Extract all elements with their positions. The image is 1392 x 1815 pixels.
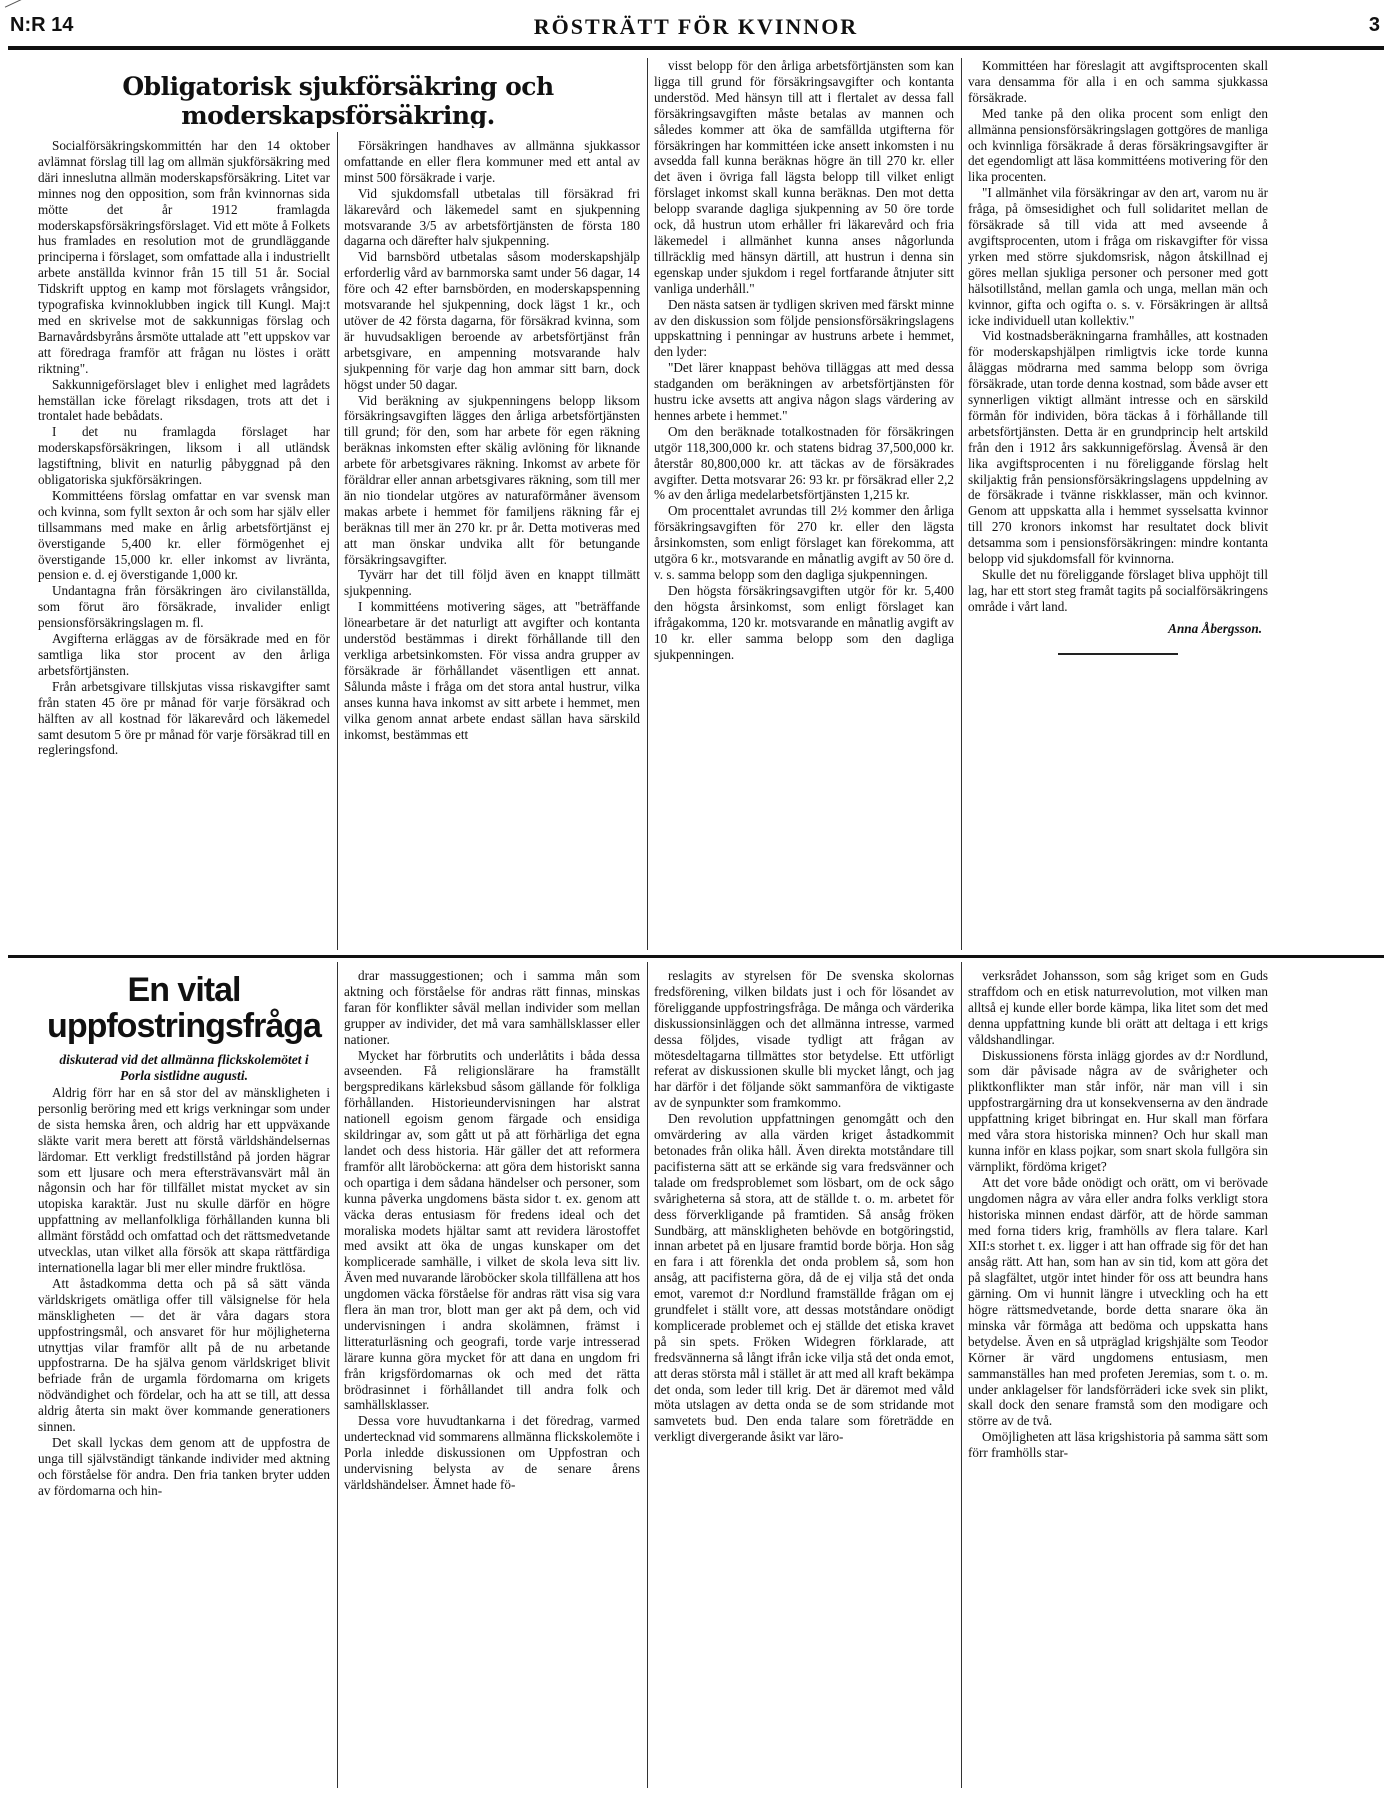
paragraph: reslagits av styrelsen för De svenska skolornas fredsförening, vilken bildats just i och för lösandet av föreliggande uppfostringsfråga. De många och värderika diskussionsinläggen och det allmänna intresse, varmed dessa följdes, visade tydligt att frågan av mötesdeltagarna tillmättes stor betydelse. Ett utförligt referat av diskussionen skulle bli mycket långt, och jag har därför i det följande sökt sammanföra de viktigaste av de synpunkter som framkommo.: [654, 968, 954, 1111]
page-number: 3: [1368, 14, 1380, 36]
paragraph: Med tanke på den olika procent som enligt den allmänna pensionsförsäkringslagen gottgöres de manliga och kvinnliga försäkrade å deras försäkringsavgifter är det egendomligt att läsa kommittéens motivering för den lika procenten.: [968, 105, 1268, 185]
paragraph: I det nu framlagda förslaget har moderskapsförsäkringen, liksom i all utländsk lagstiftning, blivit en naturlig påbyggnad på den obligatoriska sjukförsäkringen.: [38, 424, 330, 488]
paragraph: Vid beräkning av sjukpenningens belopp liksom försäkringsavgiften lägges den årliga arbetsförtjänsten till grund; för den, som har arbete för egen räkning beräknas inkomsten efter skälig avlöning för liknande arbete för arbetsgivares räkning. Inkomst av arbete för föräldrar eller annan arbetsgivares räkning, som till mer än nio tiondelar utgöres av naturaförmåner ävensom makas arbete i hemmet för familjens räkning får ej beräknas till mer än 270 kr. pr år. Detta motiveras med att man önskar undvika allt för betungande försäkringsavgifter.: [344, 392, 640, 567]
paragraph: "Det lärer knappast behöva tilläggas att med dessa stadganden om beräkningen av arbetsförtjänsten för hustru icke avsetts att angiva någon slags värdering av hennes arbete i hemmet.": [654, 360, 954, 423]
paragraph: Sakkunnigeförslaget blev i enlighet med lagrådets hemställan icke förelagt riksdagen, trots att det i trontalet hade bebådats.: [38, 376, 330, 424]
paragraph: I kommittéens motivering säges, att "beträffande lönearbetare är det naturligt att avgifter och kontanta understöd bestämmas i direkt förhållande till den verkliga arbetsinkomsten. För vissa andra grupper av försäkrade är förhållandet väsentligen ett annat. Sålunda måste i fråga om det stora antal hustrur, vilka anses kunna hava inkomst av sitt arbete i hemmet, men vilka genom annat arbete endast sällan hava särskild inkomst, bestämmas ett: [344, 599, 640, 742]
paragraph: Kommittéens förslag omfattar en var svensk man och kvinna, som fyllt sexton år och som har själv eller tillsammans med make en årlig arbetsförtjänst ej överstigande 5,400 kr. eller förmögenhet ej överstigande 15,000 kr. eller inkomst av livränta, pension e. d. ej överstigande 1,000 kr.: [38, 487, 330, 583]
paragraph: verksrådet Johansson, som såg kriget som en Guds straffdom och en etisk naturrevolution, mot vilken man alltså ej kunde eller borde kämpa, lika litet som det med denna uppfattning kunde bli orätt att deltaga i ett krigs våldshandlingar.: [968, 968, 1268, 1047]
end-rule: [1058, 653, 1178, 655]
article2-column-3: [654, 968, 954, 1788]
paragraph: Kommittéen har föreslagit att avgiftsprocenten skall vara densamma för alla i en och samma sjukkassa försäkrade.: [968, 58, 1268, 105]
paragraph: Omöjligheten att läsa krigshistoria på samma sätt som förr framhölls star-: [968, 1429, 1268, 1461]
paragraph: Om procenttalet avrundas till 2½ kommer den årliga försäkringsavgiften för 270 kr. eller den lägsta årsinkomsten, som enligt förslaget kan förekomma, att utgöra 6 kr., motsvarande en månatlig avgift av 50 öre d. v. s. samma belopp som den dagliga sjukpenningen.: [654, 503, 954, 582]
paragraph: Vid kostnadsberäkningarna framhålles, att kostnaden för moderskapshjälpen rimligtvis icke torde kunna åläggas mödrarna med samma belopp som övriga försäkrade, utan torde denna kostnad, som både avser ett synnerligen viktigt allmänt intresse och en särskild förmån för individen, böra täckas å i förhållande till arbetsförtjänsten. Detta är en grundprincip helt artskild från den i 1912 års sakkunnigeförslag. Ävenså är den lika avgiftsprocenten i nu föreliggande förslag helt skiljaktig från pensionsförsäkringslagens uppdelning av de försäkrade i tvänne riskklasser, män och kvinnor. Genom att uppskatta alla i hemmet sysselsatta kvinnor till 270 kronors inkomst har resultatet dock blivit detsamma som i pensionsförsäkringen: mindre kontanta belopp vid sjukdomsfall för kvinnorna.: [968, 328, 1268, 567]
paragraph: Den nästa satsen är tydligen skriven med färskt minne av den diskussion som följde pensionsförsäkringslagens uppskattning i penningar av hustruns arbete i hemmet, den lyder:: [654, 296, 954, 360]
paragraph: Undantagna från försäkringen äro civilanställda, som förut äro försäkrade, invalider enligt pensionsförsäkringslagen m. fl.: [38, 583, 330, 631]
column-divider: [961, 58, 962, 950]
paragraph: visst belopp för den årliga arbetsförtjänsten som kan ligga till grund för försäkringsavgifter och kontanta understöd. Med hänsyn till att i flertalet av dessa fall försäkringsavgiften måste betalas av mannen och således kommer att öka de samfällda utgifterna för försäkringen har kommittéen icke ansett inkomsten i nu avsedda fall kunna beräknas högre än till 270 kr. eller det även i övriga fall lägsta belopp till vilket enligt förslaget inkomst skall kunna beräknas. Den mot detta belopp svarande dagliga sjukpenning av 50 öre torde ock, då hustrun utom erhåller fri läkarevård och fria läkemedel i allmänhet kunna anses någorlunda tillräcklig med hänsyn därtill, att hustrun i denna sin egenskap under sjukdom i regel fortfarande åtnjuter sitt vanliga underhåll.": [654, 58, 954, 296]
paragraph: Tyvärr har det till följd även en knappt tillmätt sjukpenning.: [344, 567, 640, 599]
article1-heading-block: [38, 68, 638, 128]
issue-number: N:R 14: [10, 14, 74, 36]
paragraph: Det skall lyckas dem genom att de uppfostra de unga till självständigt tänkande individer med aktning och förståelse för andra. Den fria tanken bryter udden av fördomarna och hin-: [38, 1434, 330, 1498]
header-rule: [8, 46, 1384, 50]
paragraph: Skulle det nu föreliggande förslaget bliva upphöjt till lag, har ett stort steg framåt tagits på socialförsäkringens område i vårt land.: [968, 567, 1268, 614]
paragraph: Aldrig förr har en så stor del av mänskligheten i personlig beröring med ett krigs verkningar som under de sista hemska åren, och aldrig har ett uppväxande släkte varit mera berett att förstå världshändelsernas lärdomar. Ett verkligt fredstillstånd på jorden hägrar som ett ljusare och mera eftersträvansvärt mål än någonsin och har för tillfället mistat mycket av sin utopiska karaktär. Just nu skulle därför en högre uppfattning av mellanfolkliga förhållanden kunna bli allmänt förstådd och omfattad och det rättsmedvetande utvecklas, utan vilket alla försök att skapa rättfärdiga internationella lagar bli mer eller mindre fruktlösa.: [38, 1085, 330, 1275]
paragraph: Vid barnsbörd utbetalas såsom moderskapshjälp erforderlig vård av barnmorska samt under 56 dagar, 14 före och 42 efter barnsbörden, en moderskapspenning motsvarande hel sjukpenning, dock lägst 1 kr., och utöver de 42 första dagarna, för försäkrad kvinna, som är huvudsakligen beroende av arbetsförtjänst från arbetsgivare, en ampenning motsvarande halv sjukpenning för varje dag hon ammar sitt barn, dock högst under 50 dagar.: [344, 249, 640, 392]
paragraph: Att det vore både onödigt och orätt, om vi berövade ungdomen några av våra eller andra folks verkligt stora historiska minnen endast därför, att de hörde samman med forna tiders krig, framhölls av flera talare. Karl XII:s storhet t. ex. ligger i att han offrade sig för det han ansåg rätt. Att han, som han av sin tid, kom att göra det på slagfältet, utgör intet hinder för oss att beundra hans gärning. Om vi hunnit längre i utveckling och ha ett högre rättsmedvetande, borde detta snarare öka än minska vår förmåga att bedöma och uppskatta hans betydelse. Även en så utpräglad krigshjälte som Teodor Körner är värd ungdomens entusiasm, men sammanställes han med profeten Jeremias, som t. o. m. under anklagelser för landsförräderi icke svek sin plikt, skall dock den senare framstå som den modigare och större av de två.: [968, 1174, 1268, 1429]
paragraph: Diskussionens första inlägg gjordes av d:r Nordlund, som där påvisade några av de svårigheter och pliktkonflikter man står inför, när man vill i sin uppfostrargärning dra ut konsekvenserna av den ändrade uppfattning kriget bibringat en. Hur skall man förfara med våra stora historiska minnen? Och hur skall man kunna inför en klass pojkar, som snart skola fullgöra sin värnplikt, fördöma kriget?: [968, 1047, 1268, 1174]
article2-column-1: [38, 1085, 330, 1785]
article1-title: Obligatorisk sjukförsäkring och moderskapsförsäkring.: [122, 72, 554, 128]
paragraph: Dessa vore huvudtankarna i det föredrag, varmed undertecknad vid sommarens allmänna flickskolemöte i Porla inledde diskussionen om Uppfostran och undervisning belysta av de senare årens världshändelser. Ämnet hade fö-: [344, 1413, 640, 1492]
paragraph: Den revolution uppfattningen genomgått och den omvärdering av alla värden kriget åstadkommit betonades från olika håll. Även direkta motståndare till pacifisterna sätt att se erkände sig vara fredsvänner och talade om fredsproblemet som lösbart, om de ock sågo svårigheterna så stora, att de ställde t. o. m. arbetet för dess förverkligande på framtiden. Så ansåg fröken Sundbärg, att mänskligheten behövde en botgöringstid, innan arbetet på en ljusare framtid borde börja. Hon såg en fara i att förenkla det onda problem så, som hon ansåg, att pacifisterna göra, då de ej vilja stå det onda emot, varemot d:r Nordlund framställde frågan om ej grundfelet i ställt vore, att dessas motståndare onödigt komplicerade problemet och ej ställde det etiska kravet på sin spets. Fröken Widegren förklarade, att fredsvännerna så långt ifrån icke vilja stå det onda emot, att deras största mål i stället är att med all kraft bekämpa det onda, som leder till krig. Det är däremot med våld möta utslagen av detta onda se de som stridande mot samvetets bud. Den enda talare som företrädde en verkligt divergerande åsikt var läro-: [654, 1111, 954, 1445]
newspaper-title: RÖSTRÄTT FÖR KVINNOR: [533, 14, 859, 39]
article2-subtitle: diskuterad vid det allmänna flickskolemötet i Porla sistlidne augusti.: [59, 1052, 309, 1083]
article1-column-4: [968, 58, 1268, 950]
article2-column-4: [968, 968, 1268, 1788]
paragraph: Försäkringen handhaves av allmänna sjukkassor omfattande en eller flera kommuner med ett antal av minst 500 försäkrade i varje.: [344, 138, 640, 185]
paragraph: Vid sjukdomsfall utbetalas till försäkrad fri läkarevård och läkemedel samt en sjukpenning motsvarande 3/5 av arbetsförtjänsten de första 180 dagarna och därefter halv sjukpenning.: [344, 185, 640, 249]
article1-column-3: [654, 58, 954, 950]
paragraph: Mycket har förbrutits och underlåtits i båda dessa avseenden. Få religionslärare ha framställt bergspredikans kärleksbud såsom gällande för folkliga förhållanden. Historieundervisningen har alstrat nationell egoism genom färgade och ensidiga skildringar av, som gått ut på att förhärliga det egna landet och dess historia. Här gäller det att reformera framför allt läroböckerna: att göra dem historiskt sanna och opartiga i dem sådana händelser och personer, som kunna påverka ungdomens bästa sidor t. ex. genom att väcka deras entusiasm för fredens ideal och det moraliska modets hjältar samt att revidera lärostoffet med avsikt att öka de ungas kunskaper om det komplicerade samhälle, i vilket de skola leva sitt liv. Även med nuvarande läroböcker skola tillfällena att hos ungdomen väcka förståelse för andras rätt visa sig vara flera än man tror, blott man ger akt på dem, och vid undervisningen i andra skolämnen, främst i litteraturläsning och geografi, torde varje intresserad lärare kunna göra mycket för att dana en ungdom fri från krigsfördomarnas ok och med det rätta brödrasinnet i förhållandet till andra folk och samhällsklasser.: [344, 1047, 640, 1413]
paragraph: "I allmänhet vila försäkringar av den art, varom nu är fråga, på ömsesidighet och full solidaritet mellan de försäkrade så till vida att med avseende å avgiftsprocenten, utom i fråga om riskavgifter för vissa yrken med större sjukdomsrisk, någon åtskillnad ej göres mellan sjukliga personer och personer med gott hälsotillstånd, mellan gamla och unga, mellan män och kvinnor, gifta och ogifta o. s. v. Försäkringen är alltså icke individuell utan kollektiv.": [968, 185, 1268, 328]
section-rule: [8, 955, 1384, 958]
paragraph: Avgifterna erläggas av de försäkrade med en för samtliga lika stor procent av den årliga arbetsförtjänsten.: [38, 631, 330, 678]
paragraph: Från arbetsgivare tillskjutas vissa riskavgifter samt från staten 45 öre pr månad för varje försäkrad och hälften av all kostnad för läkarevård och läkemedel samt desutom 5 öre pr månad för varje försäkrad till en regleringsfond.: [38, 678, 330, 758]
corner-mark: [5, 0, 25, 8]
article1-column-1: [38, 138, 330, 950]
column-divider: [337, 132, 338, 950]
paragraph: Den högsta försäkringsavgiften utgör för kr. 5,400 den högsta årsinkomst, som enligt förslaget kan ifrågakomma, 120 kr. motsvarande en månatlig avgift av 10 kr. eller samma belopp som den dagliga sjukpenningen.: [654, 582, 954, 662]
column-divider: [337, 962, 338, 1788]
page-header: [0, 14, 1392, 44]
article2-title: En vital uppfostringsfråga: [47, 971, 321, 1045]
article2-column-2: [344, 968, 640, 1788]
paragraph: drar massuggestionen; och i samma mån som aktning och förståelse för andras rätt finnas, minskas faran för konflikter såväl mellan individer som mellan grupper av individer, det må vara samhällsklasser eller nationer.: [344, 968, 640, 1047]
author-signature: Anna Åbergsson.: [1168, 620, 1262, 636]
article1-column-2: [344, 138, 640, 950]
paragraph: Socialförsäkringskommittén har den 14 oktober avlämnat förslag till lag om allmän sjukförsäkring med däri inneslutna allmän moderskapsförsäkring. Litet var minnes nog den opposition, som från kvinnornas sida mötte det år 1912 framlagda moderskapsförsäkringsförslaget. Vid ett möte å Folkets hus framlades en resolution mot de grundläggande principerna i förslaget, som omfattade alla i industriellt arbete anställda kvinnor från 15 till 51 år. Social Tidskrift upptog en kamp mot förslagets vrångsidor, typografiska kvinnoklubben ingick till Kungl. Maj:t med en skrivelse mot de sakkunnigas förslag och Barnavårdsbyråns årsmöte uttalade att "ett uppskov var att föredraga framför att frågan nu löstes i orätt riktning".: [38, 138, 330, 376]
paragraph: Om den beräknade totalkostnaden för försäkringen utgör 118,300,000 kr. och statens bidrag 37,500,000 kr. återstår 80,800,000 kr. att täckas av de försäkrades avgifter. Detta motsvarar 26: 93 kr. pr försäkrad eller 2,2 % av den årliga medelarbetsförtjänsten 1,215 kr.: [654, 423, 954, 503]
column-divider: [961, 962, 962, 1788]
column-divider: [647, 58, 648, 950]
paragraph: Att åstadkomma detta och på så sätt vända världskrigets omätliga offer till välsignelse för hela mänskligheten — det är våra dagars stora uppfostringsmål, och ansvaret för hur möjligheterna utnyttjas vilar framför allt på de nu arbetande uppfostrarna. De ha själva genom världskriget blivit befriade från de urgamla fördomarna om krigets nödvändighet och fördelar, och ha att se till, att dessa aldrig återta sin makt över kommande generationers sinnen.: [38, 1275, 330, 1435]
column-divider: [647, 962, 648, 1788]
